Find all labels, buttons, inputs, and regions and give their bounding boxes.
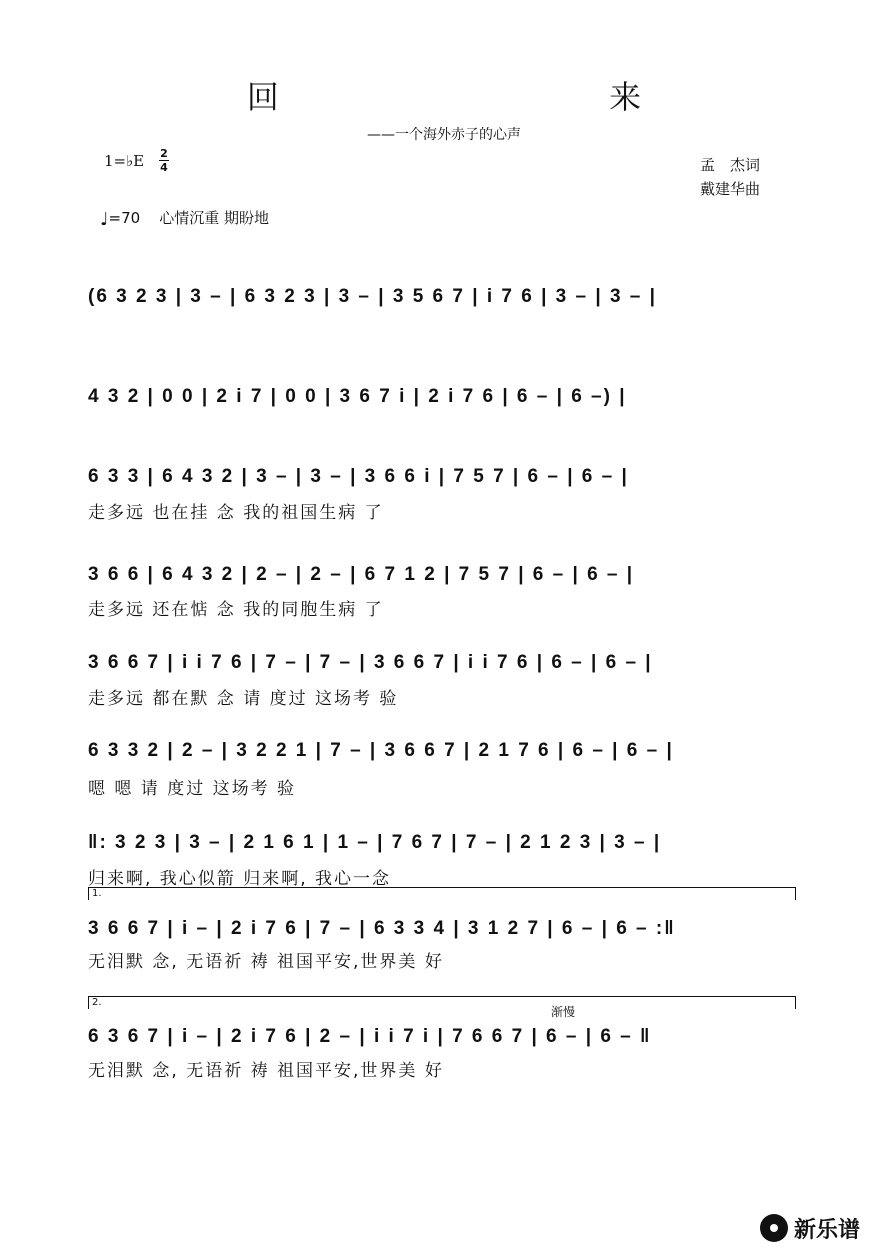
- notation-row-3: 6 3 3 | 6 4 3 2 | 3 – | 3 – | 3 6 6 i | 7 5 7 | 6 – | 6 – |: [88, 466, 629, 487]
- quarter-note-icon: ♩: [100, 209, 109, 230]
- time-top: 2: [160, 147, 168, 160]
- lyric-row-3: 走多远 也在挂 念 我的祖国生病 了: [88, 503, 384, 523]
- second-ending-bracket: [88, 996, 796, 1009]
- lyric-row-9: 无泪默 念, 无语祈 祷 祖国平安,世界美 好: [88, 1061, 444, 1081]
- time-bottom: 4: [160, 161, 168, 174]
- tempo-expression: 心情沉重 期盼地: [159, 209, 270, 227]
- notation-row-2: 4 3 2 | 0 0 | 2 i 7 | 0 0 | 3 6 7 i | 2 i 7 6 | 6 – | 6 –) |: [88, 386, 627, 407]
- ritardando-mark: 渐慢: [551, 1005, 576, 1019]
- lyric-row-7: 归来啊, 我心似箭 归来啊, 我心一念: [88, 869, 392, 889]
- key-signature: 1=♭E: [104, 152, 145, 170]
- first-ending-label: 1.: [92, 888, 102, 899]
- song-title: 回 来: [246, 78, 802, 116]
- lyric-row-6: 嗯 嗯 请 度过 这场考 验: [88, 779, 297, 799]
- notation-row-8: 3 6 6 7 | i – | 2 i 7 6 | 7 – | 6 3 3 4 | 3 1 2 7 | 6 – | 6 – :‖: [88, 918, 676, 939]
- lyric-row-4: 走多远 还在惦 念 我的同胞生病 了: [88, 600, 384, 620]
- vinyl-record-icon: [760, 1214, 788, 1242]
- tempo-marking: [100, 207, 269, 230]
- tempo-value: =70: [108, 209, 141, 227]
- notation-row-1: (6 3 2 3 | 3 – | 6 3 2 3 | 3 – | 3 5 6 7 | i 7 6 | 3 – | 3 – |: [88, 286, 657, 307]
- notation-row-6: 6 3 3 2 | 2 – | 3 2 2 1 | 7 – | 3 6 6 7 | 2 1 7 6 | 6 – | 6 – |: [88, 740, 674, 761]
- lyricist-credit: 孟 杰词: [700, 156, 761, 174]
- notation-row-5: 3 6 6 7 | i i 7 6 | 7 – | 7 – | 3 6 6 7 | i i 7 6 | 6 – | 6 – |: [88, 652, 653, 673]
- site-logo-text: 新乐谱: [794, 1218, 861, 1243]
- lyric-row-5: 走多远 都在默 念 请 度过 这场考 验: [88, 689, 399, 709]
- time-signature: [158, 148, 170, 173]
- second-ending-label: 2.: [92, 997, 102, 1008]
- composer-credit: 戴建华曲: [700, 180, 761, 198]
- notation-row-9: 6 3 6 7 | i – | 2 i 7 6 | 2 – | i i 7 i | 7 6 6 7 | 6 – | 6 – ‖: [88, 1026, 652, 1047]
- notation-row-7: ‖: 3 2 3 | 3 – | 2 1 6 1 | 1 – | 7 6 7 | 7 – | 2 1 2 3 | 3 – |: [88, 832, 662, 853]
- song-subtitle: ——一个海外赤子的心声: [367, 127, 521, 143]
- site-logo: [760, 1210, 880, 1246]
- first-ending-bracket: [88, 887, 796, 900]
- notation-row-4: 3 6 6 | 6 4 3 2 | 2 – | 2 – | 6 7 1 2 | 7 5 7 | 6 – | 6 – |: [88, 564, 635, 585]
- lyric-row-8: 无泪默 念, 无语祈 祷 祖国平安,世界美 好: [88, 952, 444, 972]
